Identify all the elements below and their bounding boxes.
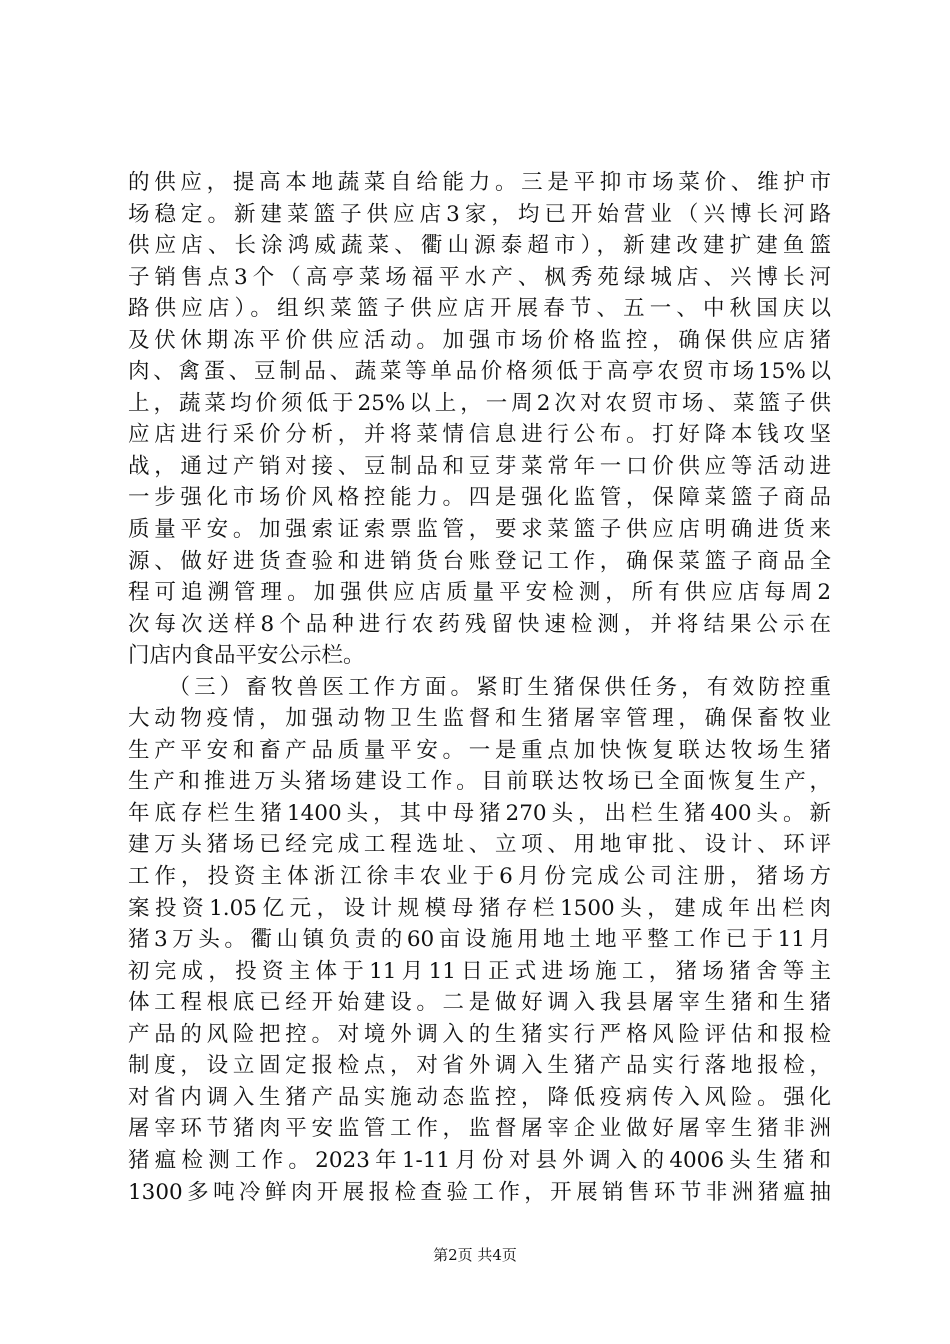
text-line: 质量平安。加强索证索票监管，要求菜篮子供应店明确进货来 bbox=[128, 517, 831, 543]
text-line: 生产平安和畜产品质量平安。一是重点加快恢复联达牧场生猪 bbox=[128, 737, 831, 763]
text-line: 猪3万头。衢山镇负责的60亩设施用地土地平整工作已于11月 bbox=[128, 927, 831, 953]
text-line: 一步强化市场价风格控能力。四是强化监管，保障菜篮子商品 bbox=[128, 485, 831, 511]
text-line: （三）畜牧兽医工作方面。紧盯生猪保供任务，有效防控重 bbox=[128, 674, 831, 700]
text-line: 场稳定。新建菜篮子供应店3家，均已开始营业（兴博长河路 bbox=[128, 201, 831, 227]
text-line: 应店进行采价分析，并将菜情信息进行公布。打好降本钱攻坚 bbox=[128, 422, 831, 448]
document-body bbox=[128, 167, 831, 1208]
text-line: 及伏休期冻平价供应活动。加强市场价格监控，确保供应店猪 bbox=[128, 327, 831, 353]
page-footer: 第2页 共4页 bbox=[433, 1246, 517, 1264]
text-line: 源、做好进货查验和进销货台账登记工作，确保菜篮子商品全 bbox=[128, 548, 831, 574]
text-line: 屠宰环节猪肉平安监管工作，监督屠宰企业做好屠宰生猪非洲 bbox=[128, 1116, 831, 1142]
text-line: 战，通过产销对接、豆制品和豆芽菜常年一口价供应等活动进 bbox=[128, 453, 831, 479]
text-line: 猪瘟检测工作。2023年1-11月份对县外调入的4006头生猪和 bbox=[128, 1147, 831, 1173]
text-line: 生产和推进万头猪场建设工作。目前联达牧场已全面恢复生产， bbox=[128, 769, 831, 795]
text-line: 对省内调入生猪产品实施动态监控，降低疫病传入风险。强化 bbox=[128, 1084, 831, 1110]
text-line: 的供应，提高本地蔬菜自给能力。三是平抑市场菜价、维护市 bbox=[128, 170, 831, 195]
text-line: 案投资1.05亿元，设计规模母猪存栏1500头，建成年出栏肉 bbox=[128, 895, 831, 921]
text-line: 大动物疫情，加强动物卫生监督和生猪屠宰管理，确保畜牧业 bbox=[128, 706, 831, 732]
text-line: 初完成，投资主体于11月11日正式进场施工，猪场猪舍等主 bbox=[128, 958, 831, 984]
text-line: 子销售点3个（高亭菜场福平水产、枫秀苑绿城店、兴博长河 bbox=[128, 264, 831, 290]
text-line: 肉、禽蛋、豆制品、蔬菜等单品价格须低于高亭农贸市场15%以 bbox=[128, 359, 831, 385]
text-line: 供应店、长涂鸿威蔬菜、衢山源泰超市），新建改建扩建鱼篮 bbox=[128, 233, 831, 259]
text-line: 年底存栏生猪1400头，其中母猪270头，出栏生猪400头。新 bbox=[128, 800, 831, 826]
text-line: 建万头猪场已经完成工程选址、立项、用地审批、设计、环评 bbox=[128, 832, 831, 858]
text-line: 产品的风险把控。对境外调入的生猪实行严格风险评估和报检 bbox=[128, 1021, 831, 1047]
text-line: 上，蔬菜均价须低于25%以上，一周2次对农贸市场、菜篮子供 bbox=[128, 390, 831, 416]
text-line: 工作，投资主体浙江徐丰农业于6月份完成公司注册，猪场方 bbox=[128, 864, 831, 890]
text-line: 制度，设立固定报检点，对省外调入生猪产品实行落地报检， bbox=[128, 1053, 831, 1079]
text-line: 体工程根底已经开始建设。二是做好调入我县屠宰生猪和生猪 bbox=[128, 990, 831, 1016]
text-line: 路供应店）。组织菜篮子供应店开展春节、五一、中秋国庆以 bbox=[128, 296, 831, 322]
text-line: 程可追溯管理。加强供应店质量平安检测，所有供应店每周2 bbox=[128, 580, 831, 606]
text-line: 门店内食品平安公示栏。 bbox=[128, 643, 365, 669]
text-line: 1300多吨冷鲜肉开展报检查验工作，开展销售环节非洲猪瘟抽 bbox=[128, 1179, 831, 1205]
text-line: 次每次送样8个品种进行农药残留快速检测，并将结果公示在 bbox=[128, 611, 831, 637]
